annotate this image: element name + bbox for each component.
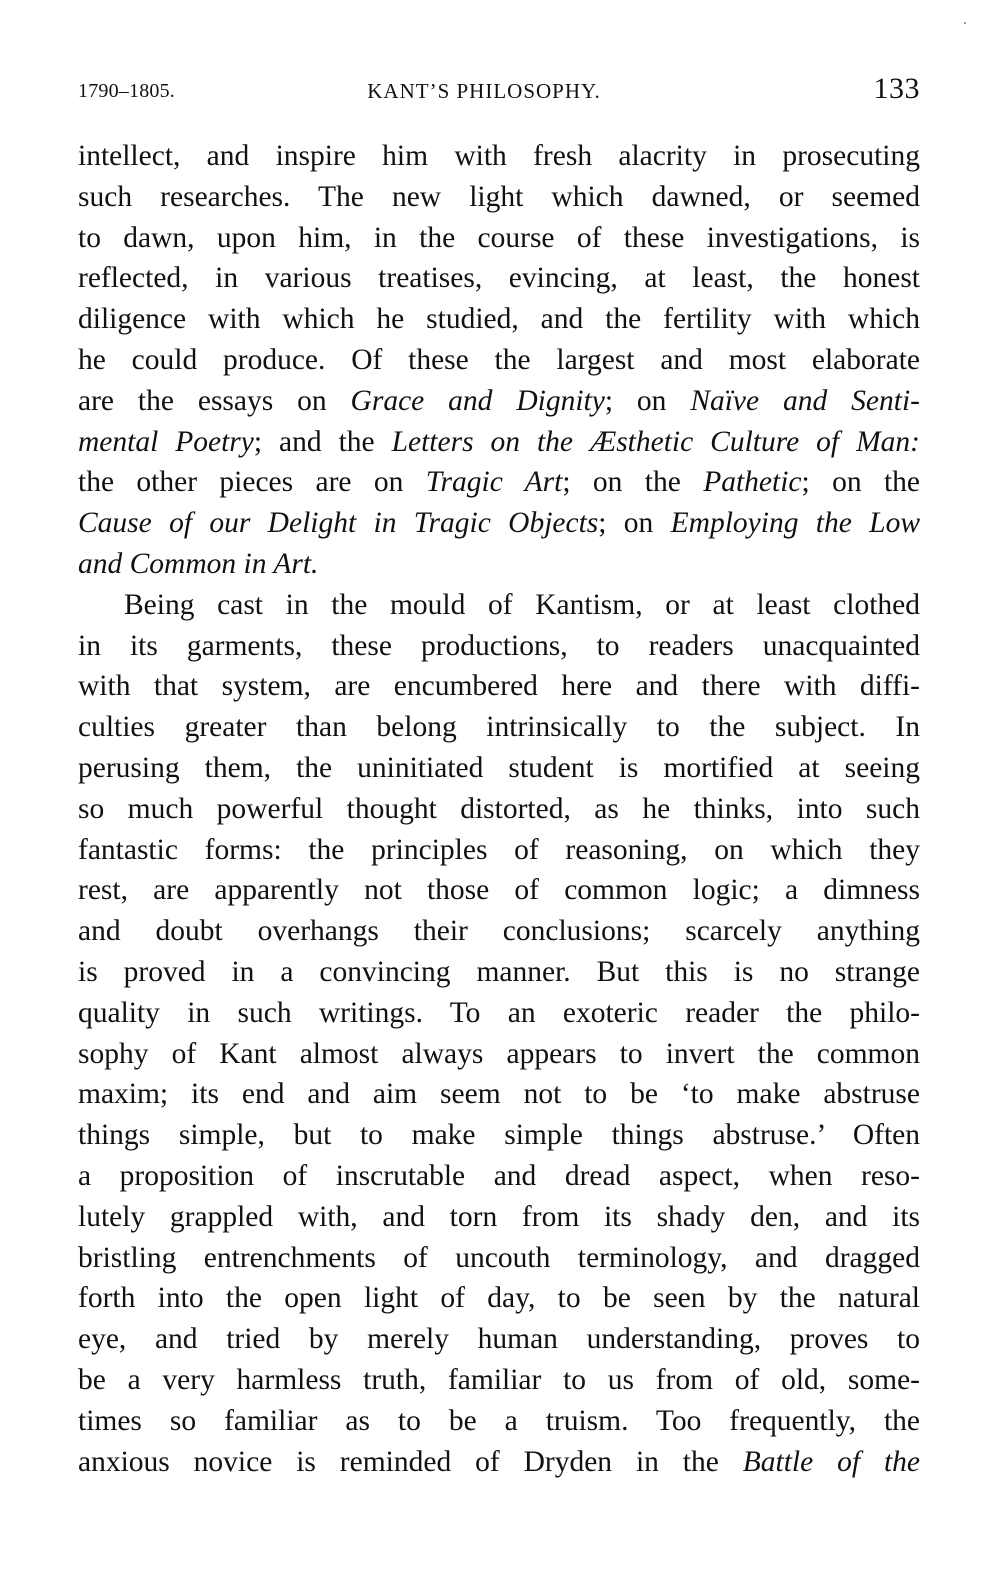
text-segment: is proved in a convincing manner. But this is no strange <box>78 955 920 988</box>
text-line <box>78 1197 920 1238</box>
text-segment: be a very harmless truth, familiar to us from of old, some- <box>78 1363 920 1396</box>
header-date-range: 1790–1805. <box>78 80 175 102</box>
text-line <box>78 340 920 381</box>
text-segment: so much powerful thought distorted, as he thinks, into such <box>78 792 920 825</box>
text-line <box>78 503 920 544</box>
text-segment: the other pieces are on <box>78 466 426 499</box>
text-line <box>78 666 920 707</box>
italic-text: mental Poetry <box>78 425 254 458</box>
text-line <box>78 218 920 259</box>
text-segment: to dawn, upon him, in the course of these investigations, is <box>78 221 920 254</box>
text-segment: he could produce. Of these the largest and most elaborate <box>78 343 920 376</box>
text-line <box>78 626 920 667</box>
header-running-title: KANT’S PHILOSOPHY. <box>367 79 601 103</box>
text-line <box>78 258 920 299</box>
text-segment: Being cast in the mould of Kantism, or at least clothed <box>124 588 920 621</box>
text-segment: fantastic forms: the principles of reasoning, on which they <box>78 833 920 866</box>
text-line <box>78 585 920 626</box>
text-line <box>78 707 920 748</box>
text-segment: ; and the <box>253 425 392 458</box>
text-line <box>78 299 920 340</box>
text-segment: rest, are apparently not those of common logic; a dimness <box>78 874 920 907</box>
text-line <box>78 544 920 585</box>
italic-text: Grace and Dignity <box>350 384 605 417</box>
text-line <box>78 911 920 952</box>
text-segment: and doubt overhangs their conclusions; scarcely anything <box>78 915 920 948</box>
italic-text: Battle of the <box>742 1445 920 1478</box>
text-line <box>78 993 920 1034</box>
text-segment: ; on the <box>801 466 920 499</box>
text-segment: in its garments, these productions, to readers unacquainted <box>78 629 920 662</box>
text-segment: perusing them, the uninitiated student is mortified at seeing <box>78 751 920 784</box>
text-line <box>78 1115 920 1156</box>
text-segment: ; on <box>598 507 671 540</box>
text-segment: sophy of Kant almost always appears to invert the common <box>78 1037 920 1070</box>
text-line <box>78 1074 920 1115</box>
text-line <box>78 462 920 503</box>
text-segment: lutely grappled with, and torn from its shady den, and its <box>78 1200 920 1233</box>
text-line <box>78 381 920 422</box>
italic-text: Pathetic <box>703 466 802 499</box>
text-line <box>78 748 920 789</box>
text-segment: reflected, in various treatises, evincing, at least, the honest <box>78 262 920 295</box>
text-segment: are the essays on <box>78 384 351 417</box>
text-line <box>78 1238 920 1279</box>
text-line <box>78 870 920 911</box>
text-line <box>78 789 920 830</box>
text-line <box>78 422 920 463</box>
text-segment: culties greater than belong intrinsically to the subject. In <box>78 711 920 744</box>
text-line <box>78 1156 920 1197</box>
text-segment: with that system, are encumbered here and there with diffi- <box>78 670 920 703</box>
text-line <box>78 1319 920 1360</box>
text-segment: times so familiar as to be a truism. Too frequently, the <box>78 1404 920 1437</box>
text-segment: ; on <box>604 384 691 417</box>
italic-text: Employing the Low <box>670 507 921 540</box>
text-line <box>78 136 920 177</box>
text-line <box>78 830 920 871</box>
italic-text: Cause of our Delight in Tragic Objects <box>78 507 599 540</box>
text-segment: diligence with which he studied, and the fertility with which <box>78 303 920 336</box>
italic-text: Naïve and Senti- <box>690 384 920 417</box>
text-segment: intellect, and inspire him with fresh alacrity in prosecuting <box>78 140 920 172</box>
text-line <box>78 952 920 993</box>
text-segment: quality in such writings. To an exoteric reader the philo- <box>78 996 920 1029</box>
text-segment: ; on the <box>562 466 704 499</box>
body-text <box>78 136 920 1482</box>
text-segment: such researches. The new light which dawned, or seemed <box>78 180 920 213</box>
text-line <box>78 1360 920 1401</box>
text-segment: things simple, but to make simple things abstruse.’ Often <box>78 1119 920 1152</box>
text-line <box>78 1034 920 1075</box>
header-page-number: 133 <box>873 72 920 105</box>
scan-speck <box>964 22 966 24</box>
running-header <box>78 72 920 106</box>
italic-text: and Common in Art. <box>78 547 319 580</box>
italic-text: Letters on the Æsthetic Culture of Man: <box>391 425 920 458</box>
text-line <box>78 1442 920 1483</box>
text-segment: anxious novice is reminded of Dryden in the <box>78 1445 743 1478</box>
text-segment: bristling entrenchments of uncouth terminology, and dragged <box>78 1241 920 1274</box>
text-segment: maxim; its end and aim seem not to be ‘to make abstruse <box>78 1078 920 1111</box>
text-segment: eye, and tried by merely human understanding, proves to <box>78 1323 920 1356</box>
text-segment: a proposition of inscrutable and dread aspect, when reso- <box>78 1159 920 1192</box>
text-line <box>78 1401 920 1442</box>
text-segment: forth into the open light of day, to be seen by the natural <box>78 1282 920 1315</box>
italic-text: Tragic Art <box>425 466 563 499</box>
text-line <box>78 1278 920 1319</box>
text-line <box>78 177 920 218</box>
